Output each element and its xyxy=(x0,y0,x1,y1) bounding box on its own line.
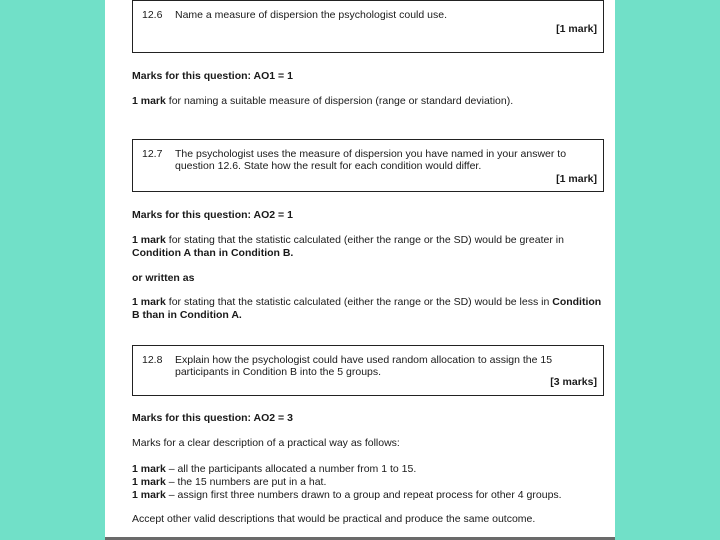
mark-label: 1 mark xyxy=(132,234,166,246)
answer-text: for stating that the statistic calculated (either the range or the SD) would be greater in xyxy=(165,234,564,246)
point-12-8-3 xyxy=(132,489,607,502)
point-text: – assign first three numbers drawn to a group and repeat process for other 4 groups. xyxy=(165,489,562,501)
marks-heading-12-8: Marks for this question: AO2 = 3 xyxy=(132,412,293,424)
point-text: – all the participants allocated a number from 1 to 15. xyxy=(165,463,417,475)
question-marks: [1 mark] xyxy=(556,23,597,35)
answer-12-6 xyxy=(132,95,607,108)
question-number: 12.6 xyxy=(142,9,163,21)
answer-text: for naming a suitable measure of dispersion (range or standard deviation). xyxy=(165,95,514,107)
answer-text: for stating that the statistic calculated (either the range or the SD) would be less in xyxy=(165,296,553,308)
question-marks: [1 mark] xyxy=(556,173,597,185)
point-12-8-2 xyxy=(132,476,607,489)
question-text: Explain how the psychologist could have used random allocation to assign the 15 participants in Condition B into the 5 groups. xyxy=(175,354,553,378)
marks-heading-12-7: Marks for this question: AO2 = 1 xyxy=(132,209,293,221)
answer-12-7-b xyxy=(132,296,607,321)
question-marks: [3 marks] xyxy=(550,376,597,388)
mark-label: 1 mark xyxy=(132,463,166,475)
question-number: 12.8 xyxy=(142,354,163,366)
point-text: – the 15 numbers are put in a hat. xyxy=(165,476,327,488)
intro-12-8: Marks for a clear description of a practical way as follows: xyxy=(132,437,400,449)
mark-label: 1 mark xyxy=(132,296,166,308)
question-box-12-7 xyxy=(132,139,604,192)
mark-label: 1 mark xyxy=(132,95,166,107)
answer-text-end: Condition A than in Condition B. xyxy=(132,246,294,259)
closing-note: Accept other valid descriptions that would be practical and produce the same outcome. xyxy=(132,513,536,525)
mark-label: 1 mark xyxy=(132,489,166,501)
point-12-8-1 xyxy=(132,463,607,476)
question-box-12-8 xyxy=(132,345,604,396)
or-written-as: or written as xyxy=(132,272,195,284)
answer-12-7-a xyxy=(132,234,607,259)
mark-scheme-page xyxy=(105,0,615,537)
question-text: Name a measure of dispersion the psychologist could use. xyxy=(175,9,447,21)
mark-label: 1 mark xyxy=(132,476,166,488)
question-text: The psychologist uses the measure of dispersion you have named in your answer to question 12.6. State how the result for each condition would differ. xyxy=(175,148,567,172)
question-box-12-6 xyxy=(132,0,604,53)
question-number: 12.7 xyxy=(142,148,163,160)
answer-text-end: Condition B than in Condition A. xyxy=(132,296,602,321)
marks-heading-12-6: Marks for this question: AO1 = 1 xyxy=(132,70,293,82)
